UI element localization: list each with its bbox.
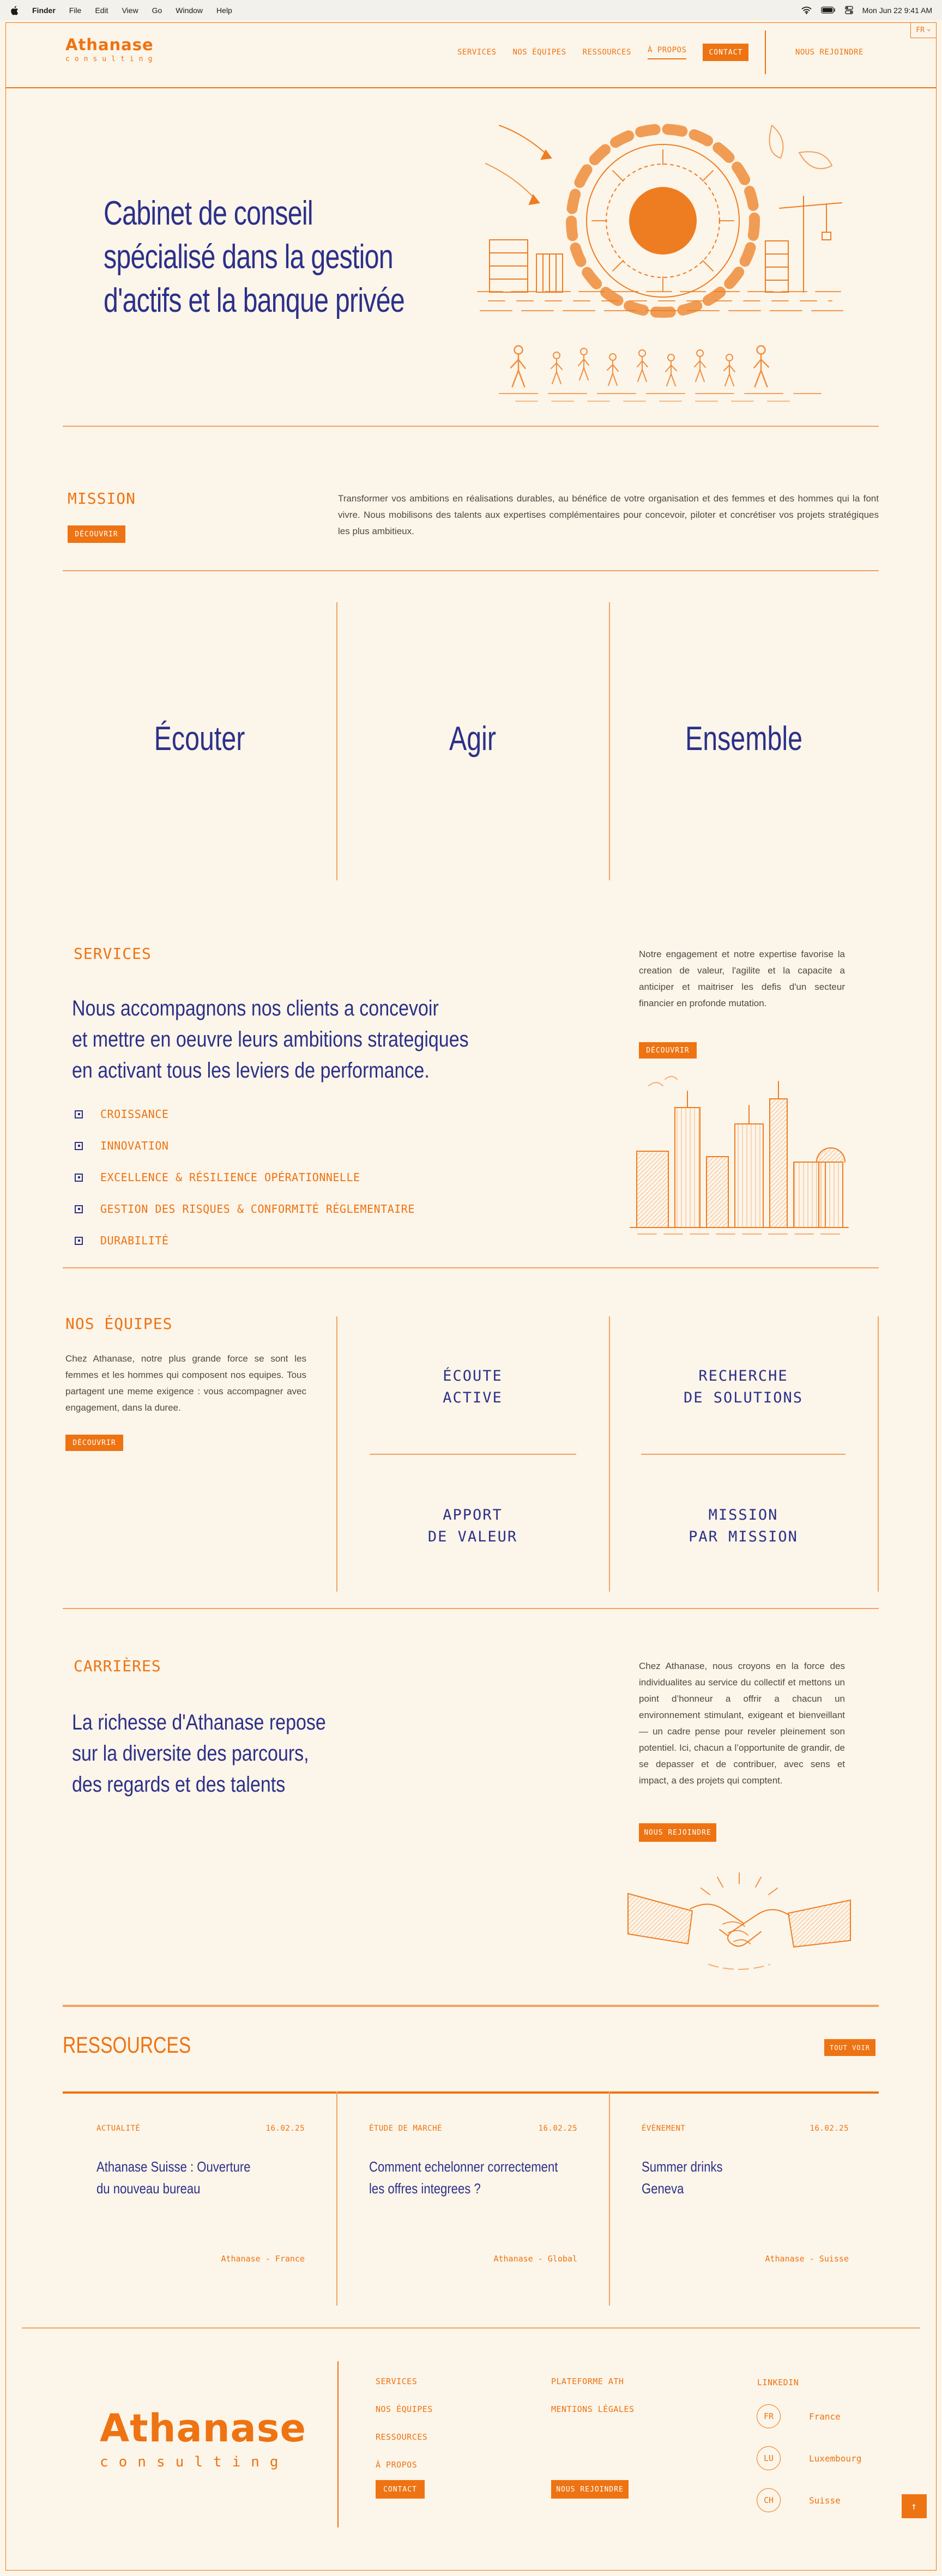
menubar-item-edit[interactable]: Edit: [95, 5, 108, 15]
footer-divider: [337, 2361, 339, 2527]
teams-text: Chez Athanase, notre plus grande force se sont les femmes et les hommes qui composent nos equipes. Tous partagent une meme exigence : vous accompagner avec engagement, dans la duree.: [65, 1353, 306, 1413]
hero-title-line: d'actifs et la banque privée: [104, 282, 404, 319]
card-date: 16.02.25: [810, 2124, 849, 2133]
services-list: [75, 1108, 415, 1247]
footer-links: [551, 2377, 635, 2414]
careers-label: CARRIÈRES: [74, 1657, 161, 1675]
mission-text: Transformer vos ambitions en réalisations durables, au bénéfice de votre organisation et des femmes et des hommes qui la font vivre. Nous mobilisons des talents aux expertises complémentaires pour concevoir, piloter et concrétiser vos projets stratégiques les plus ambitieux.: [338, 493, 879, 536]
menubar-app-name[interactable]: Finder: [32, 5, 56, 15]
footer-linkedin-link[interactable]: LINKEDIN: [757, 2378, 799, 2387]
list-item[interactable]: DURABILITÉ: [75, 1234, 415, 1247]
footer-logo-wordmark: Athanase: [100, 2406, 306, 2451]
list-item[interactable]: EXCELLENCE & RÉSILIENCE OPÉRATIONNELLE: [75, 1171, 415, 1184]
arrow-up-icon: ↑: [911, 2500, 917, 2512]
card-title-line: Comment echelonner correctement: [369, 2158, 558, 2175]
battery-icon[interactable]: [821, 7, 836, 14]
office-name: Luxembourg: [809, 2453, 862, 2464]
card-title-line: Geneva: [642, 2180, 684, 2197]
menubar-item-help[interactable]: Help: [216, 5, 232, 15]
logo-tagline: consulting: [65, 55, 158, 63]
resource-card[interactable]: [63, 2091, 336, 2304]
footer-link-mentions-legales[interactable]: MENTIONS LÉGALES: [551, 2404, 635, 2414]
teams-discover-button[interactable]: DÉCOUVRIR: [65, 1435, 123, 1451]
services-heading: [72, 993, 539, 1086]
team-grid-cell: RECHERCHE DE SOLUTIONS: [683, 1368, 804, 1406]
contact-button[interactable]: CONTACT: [703, 44, 748, 61]
card-category: ÉVÈNEMENT: [642, 2124, 686, 2133]
services-heading-line: Nous accompagnons nos clients a concevoir: [72, 996, 439, 1020]
list-item[interactable]: INNOVATION: [75, 1139, 415, 1152]
section-divider: [63, 426, 879, 427]
resources-label: RESSOURCES: [63, 2032, 191, 2058]
wifi-icon[interactable]: [801, 6, 812, 14]
office-code-badge: LU: [757, 2446, 781, 2470]
services-heading-line: et mettre en oeuvre leurs ambitions strategiques: [72, 1027, 469, 1051]
services-discover-button[interactable]: DÉCOUVRIR: [639, 1042, 697, 1059]
card-title-line: Athanase Suisse : Ouverture: [96, 2158, 251, 2175]
chevron-down-icon: ⌄: [926, 25, 931, 33]
grid-row-divider: [641, 1454, 846, 1455]
card-source: Athanase - France: [221, 2254, 305, 2264]
square-bullet-icon: [75, 1174, 83, 1182]
square-bullet-icon: [75, 1237, 83, 1245]
resource-card[interactable]: [609, 2091, 879, 2304]
careers-join-button[interactable]: NOUS REJOINDRE: [639, 1823, 716, 1842]
careers-illustration handshake-sketch-icon: [627, 1852, 852, 1980]
footer-contact-button[interactable]: CONTACT: [376, 2480, 425, 2499]
join-link[interactable]: NOUS REJOINDRE: [795, 48, 863, 57]
office-link-luxembourg[interactable]: [757, 2446, 861, 2470]
logo-wordmark: Athanase: [65, 35, 154, 54]
team-grid-cell: MISSION PAR MISSION: [689, 1507, 798, 1545]
header-logo[interactable]: [65, 37, 157, 63]
card-category: ACTUALITÉ: [96, 2124, 141, 2133]
hero-title-line: Cabinet de conseil: [104, 195, 313, 232]
office-name: Suisse: [809, 2495, 841, 2506]
card-date: 16.02.25: [265, 2124, 305, 2133]
teams-label: NOS ÉQUIPES: [65, 1315, 173, 1333]
square-bullet-icon: [75, 1110, 83, 1118]
footer-offices: [757, 2404, 861, 2512]
office-code-badge: CH: [757, 2488, 781, 2512]
hero-title-line: spécialisé dans la gestion: [104, 238, 393, 276]
resources-view-all-button[interactable]: TOUT VOIR: [824, 2039, 875, 2056]
card-title-line: les offres integrees ?: [369, 2180, 481, 2197]
card-title-line: du nouveau bureau: [96, 2180, 201, 2197]
value-word: Écouter: [154, 720, 245, 758]
footer-rule: [22, 2327, 920, 2329]
card-source: Athanase - Global: [493, 2254, 577, 2264]
grid-divider: [336, 1316, 337, 1592]
value-word: Ensemble: [685, 720, 803, 758]
careers-heading-line: sur la diversite des parcours,: [72, 1741, 309, 1765]
header-nav: [457, 40, 863, 64]
footer-nav: [376, 2377, 433, 2470]
footer-nav-services[interactable]: SERVICES: [376, 2377, 418, 2386]
nav-a-propos[interactable]: À PROPOS: [648, 46, 686, 59]
language-label: FR: [916, 26, 925, 34]
team-grid-cell: ÉCOUTE ACTIVE: [443, 1368, 503, 1406]
office-link-suisse[interactable]: [757, 2488, 861, 2512]
grid-divider: [609, 1316, 610, 1592]
value-item: [336, 719, 609, 758]
office-code-badge: FR: [757, 2404, 781, 2428]
hero-title: [104, 192, 490, 323]
section-divider: [63, 1267, 879, 1268]
resource-card[interactable]: [336, 2091, 609, 2304]
card-category: ÉTUDE DE MARCHÉ: [369, 2124, 442, 2133]
section-divider: [63, 570, 879, 571]
list-item[interactable]: CROISSANCE: [75, 1108, 415, 1121]
mission-label: MISSION: [68, 489, 136, 507]
value-word: Agir: [449, 720, 496, 758]
card-date: 16.02.25: [538, 2124, 577, 2133]
hero-illustration gear-sun-city-sketch-icon: [467, 104, 854, 412]
macos-menubar: [0, 0, 942, 20]
services-label: SERVICES: [74, 945, 152, 963]
nav-ressources[interactable]: RESSOURCES: [582, 48, 631, 57]
services-heading-line: en activant tous les leviers de performance.: [72, 1059, 430, 1083]
careers-heading-line: La richesse d'Athanase repose: [72, 1710, 326, 1734]
mission-discover-button[interactable]: DÉCOUVRIR: [68, 525, 125, 543]
section-divider: [63, 1608, 879, 1609]
menubar-item-file[interactable]: File: [69, 5, 82, 15]
careers-text: Chez Athanase, nous croyons en la force des individualites au service du collectif et mettons un point d’honneur a offrir a chacun un environnement stimulant, exigeant et bienveillant — un cadre pense pour reveler pleinement son potentiel. Ici, chacun a l’opportunite de grandir, de se depasser et de contribuer, avec sens et impact, a des projets qui comptent.: [639, 1661, 845, 1786]
menubar-item-window[interactable]: Window: [176, 5, 203, 15]
header-rule: [5, 87, 937, 88]
nav-services[interactable]: SERVICES: [457, 48, 497, 57]
card-title-line: Summer drinks: [642, 2158, 723, 2175]
card-source: Athanase - Suisse: [765, 2254, 849, 2264]
grid-row-divider: [370, 1454, 576, 1455]
footer-logo: [100, 2406, 306, 2470]
value-item: [63, 719, 336, 758]
careers-heading-line: des regards et des talents: [72, 1773, 286, 1797]
menubar-item-view[interactable]: View: [122, 5, 138, 15]
footer-nav-nos-equipes[interactable]: NOS ÉQUIPES: [376, 2404, 433, 2414]
section-divider-thick: [63, 2005, 879, 2007]
services-illustration city-skyline-sketch-icon: [627, 1069, 852, 1244]
footer-nav-ressources[interactable]: RESSOURCES: [376, 2432, 428, 2442]
team-grid-cell: APPORT DE VALEUR: [427, 1507, 518, 1545]
square-bullet-icon: [75, 1205, 83, 1213]
footer-join-button[interactable]: NOUS REJOINDRE: [551, 2480, 629, 2499]
menubar-clock[interactable]: Mon Jun 22 9:41 AM: [862, 5, 932, 15]
office-link-france[interactable]: [757, 2404, 861, 2428]
apple-icon[interactable]: [10, 5, 19, 15]
scroll-top-button[interactable]: [902, 2494, 927, 2518]
control-center-icon[interactable]: [845, 6, 853, 14]
list-item[interactable]: GESTION DES RISQUES & CONFORMITÉ RÉGLEMENTAIRE: [75, 1202, 415, 1216]
footer-nav-a-propos[interactable]: À PROPOS: [376, 2460, 418, 2470]
grid-divider: [878, 1316, 879, 1592]
careers-heading: [72, 1707, 371, 1800]
value-item: [609, 719, 879, 758]
language-selector[interactable]: [910, 22, 937, 38]
footer-logo-tagline: consulting: [100, 2454, 289, 2470]
office-name: France: [809, 2411, 841, 2422]
nav-nos-equipes[interactable]: NOS ÉQUIPES: [512, 48, 566, 57]
menubar-item-go[interactable]: Go: [152, 5, 162, 15]
header-divider: [765, 31, 766, 74]
footer-link-plateforme-ath[interactable]: PLATEFORME ATH: [551, 2377, 624, 2386]
services-aside-text: Notre engagement et notre expertise favorise la creation de valeur, l'agilite et la capacite a anticiper et maitriser les defis d'un secteur financier en profonde mutation.: [639, 949, 845, 1008]
square-bullet-icon: [75, 1142, 83, 1150]
